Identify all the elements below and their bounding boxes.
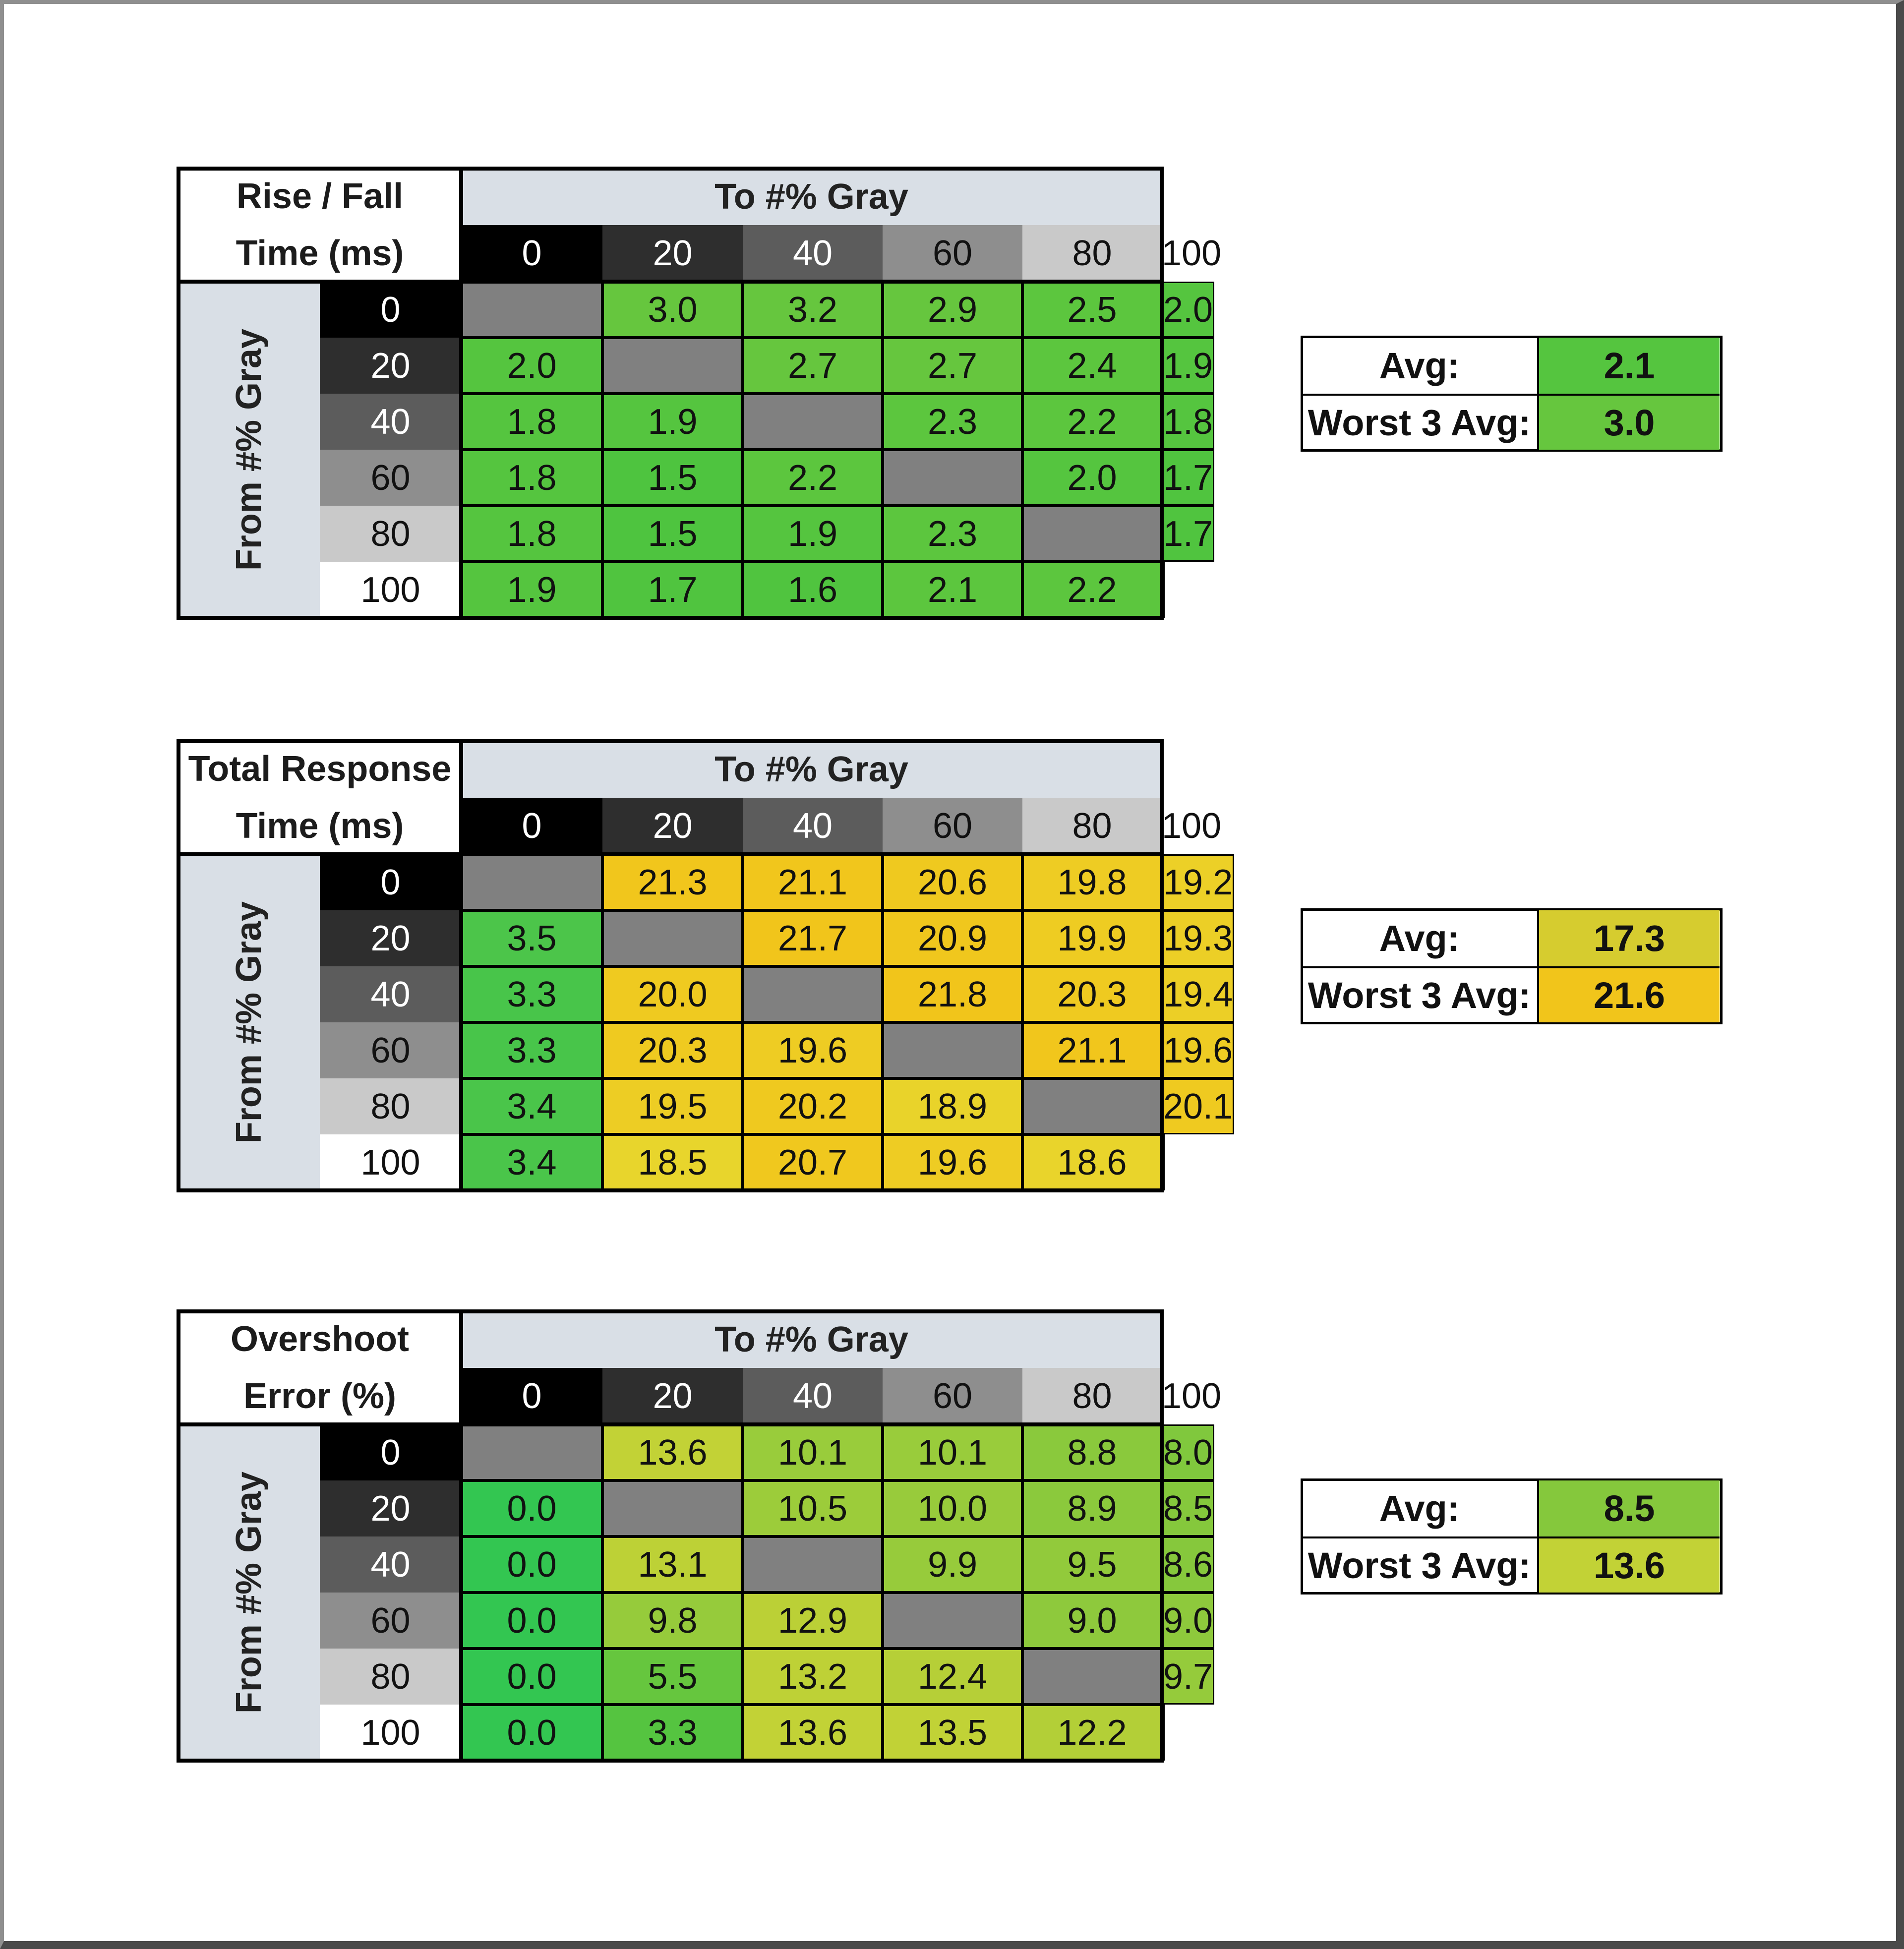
col-header-60: 60 xyxy=(883,225,1022,282)
row-header-100: 100 xyxy=(320,1134,461,1190)
avg-value: 2.1 xyxy=(1537,338,1720,394)
row-header-60: 60 xyxy=(320,1593,461,1649)
data-cell: 2.7 xyxy=(883,338,1022,394)
row-header-80: 80 xyxy=(320,506,461,562)
table-title-line-2: Time (ms) xyxy=(236,234,404,273)
data-cell: 8.5 xyxy=(1162,1480,1214,1536)
data-cell: 12.4 xyxy=(883,1649,1022,1705)
data-cell: 1.9 xyxy=(461,562,602,618)
col-header-20: 20 xyxy=(602,1368,743,1424)
header-separator-vertical xyxy=(459,741,463,1190)
col-header-40: 40 xyxy=(743,798,883,854)
data-cell: 1.9 xyxy=(743,506,883,562)
col-header-100: 100 xyxy=(1162,798,1221,854)
data-cell: 18.9 xyxy=(883,1078,1022,1134)
worst-3-avg-label: Worst 3 Avg: xyxy=(1302,394,1537,450)
row-header-20: 20 xyxy=(320,338,461,394)
row-header-40: 40 xyxy=(320,966,461,1022)
data-cell: 3.4 xyxy=(461,1134,602,1190)
data-cell: 9.8 xyxy=(602,1593,743,1649)
row-header-0: 0 xyxy=(320,1424,461,1480)
data-cell: 20.6 xyxy=(883,854,1022,910)
diagonal-cell xyxy=(1162,1134,1165,1190)
data-cell: 13.1 xyxy=(602,1536,743,1593)
col-header-100: 100 xyxy=(1162,1368,1221,1424)
to-gray-header: To #% Gray xyxy=(461,741,1162,798)
data-cell: 20.2 xyxy=(743,1078,883,1134)
from-gray-header xyxy=(178,1424,320,1761)
diagonal-cell xyxy=(743,1536,883,1593)
data-cell: 3.5 xyxy=(461,910,602,966)
data-cell: 19.6 xyxy=(883,1134,1022,1190)
data-cell: 13.6 xyxy=(602,1424,743,1480)
from-gray-header xyxy=(178,854,320,1190)
data-cell: 3.0 xyxy=(602,282,743,338)
data-cell: 12.9 xyxy=(743,1593,883,1649)
avg-value: 8.5 xyxy=(1537,1480,1720,1536)
col-header-20: 20 xyxy=(602,798,743,854)
data-cell: 9.0 xyxy=(1162,1593,1214,1649)
diagonal-cell xyxy=(602,338,743,394)
data-cell: 1.5 xyxy=(602,506,743,562)
data-cell: 0.0 xyxy=(461,1649,602,1705)
data-cell: 1.5 xyxy=(602,450,743,506)
row-header-60: 60 xyxy=(320,1022,461,1078)
avg-label: Avg: xyxy=(1379,345,1460,386)
data-cell: 3.3 xyxy=(602,1705,743,1761)
col-header-0: 0 xyxy=(461,225,602,282)
data-cell: 2.3 xyxy=(883,394,1022,450)
col-header-100: 100 xyxy=(1162,225,1221,282)
data-cell: 1.7 xyxy=(1162,450,1214,506)
row-header-20: 20 xyxy=(320,1480,461,1536)
data-cell: 1.9 xyxy=(602,394,743,450)
data-cell: 2.0 xyxy=(461,338,602,394)
table-title-line-1: Rise / Fall xyxy=(236,177,404,216)
col-header-80: 80 xyxy=(1022,1368,1162,1424)
diagonal-cell xyxy=(461,282,602,338)
avg-label: Avg: xyxy=(1379,1488,1460,1529)
header-separator-horizontal xyxy=(178,1422,1162,1426)
data-cell: 19.8 xyxy=(1022,854,1162,910)
diagonal-cell xyxy=(1022,1078,1162,1134)
diagonal-cell xyxy=(743,966,883,1022)
col-header-60: 60 xyxy=(883,1368,1022,1424)
header-separator-vertical xyxy=(459,169,463,618)
data-cell: 12.2 xyxy=(1022,1705,1162,1761)
data-cell: 3.3 xyxy=(461,966,602,1022)
data-cell: 19.4 xyxy=(1162,966,1234,1022)
col-header-60: 60 xyxy=(883,798,1022,854)
data-cell: 19.2 xyxy=(1162,854,1234,910)
from-gray-label: From #% Gray xyxy=(229,1471,269,1714)
data-cell: 10.1 xyxy=(743,1424,883,1480)
diagonal-cell xyxy=(461,854,602,910)
data-cell: 18.6 xyxy=(1022,1134,1162,1190)
data-cell: 9.0 xyxy=(1022,1593,1162,1649)
data-cell: 20.9 xyxy=(883,910,1022,966)
data-cell: 9.7 xyxy=(1162,1649,1214,1705)
data-cell: 10.5 xyxy=(743,1480,883,1536)
row-header-80: 80 xyxy=(320,1078,461,1134)
header-separator-horizontal xyxy=(178,852,1162,856)
data-cell: 0.0 xyxy=(461,1705,602,1761)
data-cell: 10.1 xyxy=(883,1424,1022,1480)
row-header-20: 20 xyxy=(320,910,461,966)
diagonal-cell xyxy=(602,910,743,966)
data-cell: 3.4 xyxy=(461,1078,602,1134)
header-separator-vertical xyxy=(459,1311,463,1761)
data-cell: 21.7 xyxy=(743,910,883,966)
data-cell: 3.2 xyxy=(743,282,883,338)
data-cell: 10.0 xyxy=(883,1480,1022,1536)
data-cell: 21.1 xyxy=(1022,1022,1162,1078)
diagonal-cell xyxy=(1162,562,1165,618)
data-cell: 1.8 xyxy=(461,450,602,506)
col-header-40: 40 xyxy=(743,1368,883,1424)
to-gray-header: To #% Gray xyxy=(461,169,1162,225)
row-header-40: 40 xyxy=(320,394,461,450)
diagonal-cell xyxy=(602,1480,743,1536)
data-cell: 20.3 xyxy=(602,1022,743,1078)
data-cell: 2.3 xyxy=(883,506,1022,562)
col-header-80: 80 xyxy=(1022,225,1162,282)
data-cell: 1.6 xyxy=(743,562,883,618)
data-cell: 13.5 xyxy=(883,1705,1022,1761)
table-title-line-2: Error (%) xyxy=(243,1376,397,1416)
data-cell: 13.2 xyxy=(743,1649,883,1705)
worst-3-avg-label: Worst 3 Avg: xyxy=(1302,966,1537,1022)
data-cell: 2.0 xyxy=(1022,450,1162,506)
table-title-line-1: Total Response xyxy=(188,749,452,789)
data-cell: 8.6 xyxy=(1162,1536,1214,1593)
diagonal-cell xyxy=(461,1424,602,1480)
worst-3-avg-label: Worst 3 Avg: xyxy=(1302,1536,1537,1593)
from-gray-label: From #% Gray xyxy=(229,328,269,571)
diagonal-cell xyxy=(883,1593,1022,1649)
col-header-80: 80 xyxy=(1022,798,1162,854)
data-cell: 0.0 xyxy=(461,1536,602,1593)
data-cell: 3.3 xyxy=(461,1022,602,1078)
data-cell: 2.7 xyxy=(743,338,883,394)
data-cell: 9.5 xyxy=(1022,1536,1162,1593)
data-cell: 2.5 xyxy=(1022,282,1162,338)
from-gray-label: From #% Gray xyxy=(229,901,269,1144)
diagonal-cell xyxy=(1162,1705,1165,1761)
worst-3-avg-value: 3.0 xyxy=(1537,394,1720,450)
data-cell: 9.9 xyxy=(883,1536,1022,1593)
data-cell: 2.2 xyxy=(1022,394,1162,450)
data-cell: 2.4 xyxy=(1022,338,1162,394)
data-cell: 19.6 xyxy=(743,1022,883,1078)
data-cell: 20.3 xyxy=(1022,966,1162,1022)
row-header-80: 80 xyxy=(320,1649,461,1705)
col-header-0: 0 xyxy=(461,1368,602,1424)
data-cell: 21.1 xyxy=(743,854,883,910)
col-header-20: 20 xyxy=(602,225,743,282)
data-cell: 1.8 xyxy=(1162,394,1214,450)
diagonal-cell xyxy=(743,394,883,450)
data-cell: 1.7 xyxy=(1162,506,1214,562)
from-gray-header xyxy=(178,282,320,618)
avg-label: Avg: xyxy=(1379,918,1460,959)
col-header-40: 40 xyxy=(743,225,883,282)
data-cell: 1.8 xyxy=(461,394,602,450)
to-gray-header: To #% Gray xyxy=(461,1311,1162,1368)
data-cell: 13.6 xyxy=(743,1705,883,1761)
data-cell: 20.1 xyxy=(1162,1078,1234,1134)
table-title xyxy=(178,1311,461,1424)
data-cell: 8.8 xyxy=(1022,1424,1162,1480)
data-cell: 8.9 xyxy=(1022,1480,1162,1536)
worst-3-avg-value: 13.6 xyxy=(1537,1536,1720,1593)
row-header-40: 40 xyxy=(320,1536,461,1593)
row-header-0: 0 xyxy=(320,854,461,910)
data-cell: 1.7 xyxy=(602,562,743,618)
data-cell: 19.6 xyxy=(1162,1022,1234,1078)
data-cell: 18.5 xyxy=(602,1134,743,1190)
data-cell: 19.9 xyxy=(1022,910,1162,966)
worst-3-avg-value: 21.6 xyxy=(1537,966,1720,1022)
table-title-line-2: Time (ms) xyxy=(236,806,404,846)
table-title xyxy=(178,741,461,854)
data-cell: 1.8 xyxy=(461,506,602,562)
data-cell: 2.0 xyxy=(1162,282,1214,338)
data-cell: 20.0 xyxy=(602,966,743,1022)
table-title xyxy=(178,169,461,282)
row-header-100: 100 xyxy=(320,562,461,618)
table-title-line-1: Overshoot xyxy=(230,1319,410,1359)
data-cell: 0.0 xyxy=(461,1480,602,1536)
data-cell: 2.2 xyxy=(1022,562,1162,618)
diagonal-cell xyxy=(1022,1649,1162,1705)
diagonal-cell xyxy=(883,450,1022,506)
data-cell: 21.8 xyxy=(883,966,1022,1022)
avg-value: 17.3 xyxy=(1537,910,1720,966)
data-cell: 21.3 xyxy=(602,854,743,910)
header-separator-horizontal xyxy=(178,280,1162,284)
data-cell: 1.9 xyxy=(1162,338,1214,394)
row-header-60: 60 xyxy=(320,450,461,506)
data-cell: 19.3 xyxy=(1162,910,1234,966)
row-header-0: 0 xyxy=(320,282,461,338)
diagonal-cell xyxy=(1022,506,1162,562)
data-cell: 19.5 xyxy=(602,1078,743,1134)
data-cell: 20.7 xyxy=(743,1134,883,1190)
data-cell: 2.1 xyxy=(883,562,1022,618)
data-cell: 8.0 xyxy=(1162,1424,1214,1480)
row-header-100: 100 xyxy=(320,1705,461,1761)
data-cell: 2.9 xyxy=(883,282,1022,338)
data-cell: 5.5 xyxy=(602,1649,743,1705)
col-header-0: 0 xyxy=(461,798,602,854)
data-cell: 2.2 xyxy=(743,450,883,506)
diagonal-cell xyxy=(883,1022,1022,1078)
data-cell: 0.0 xyxy=(461,1593,602,1649)
